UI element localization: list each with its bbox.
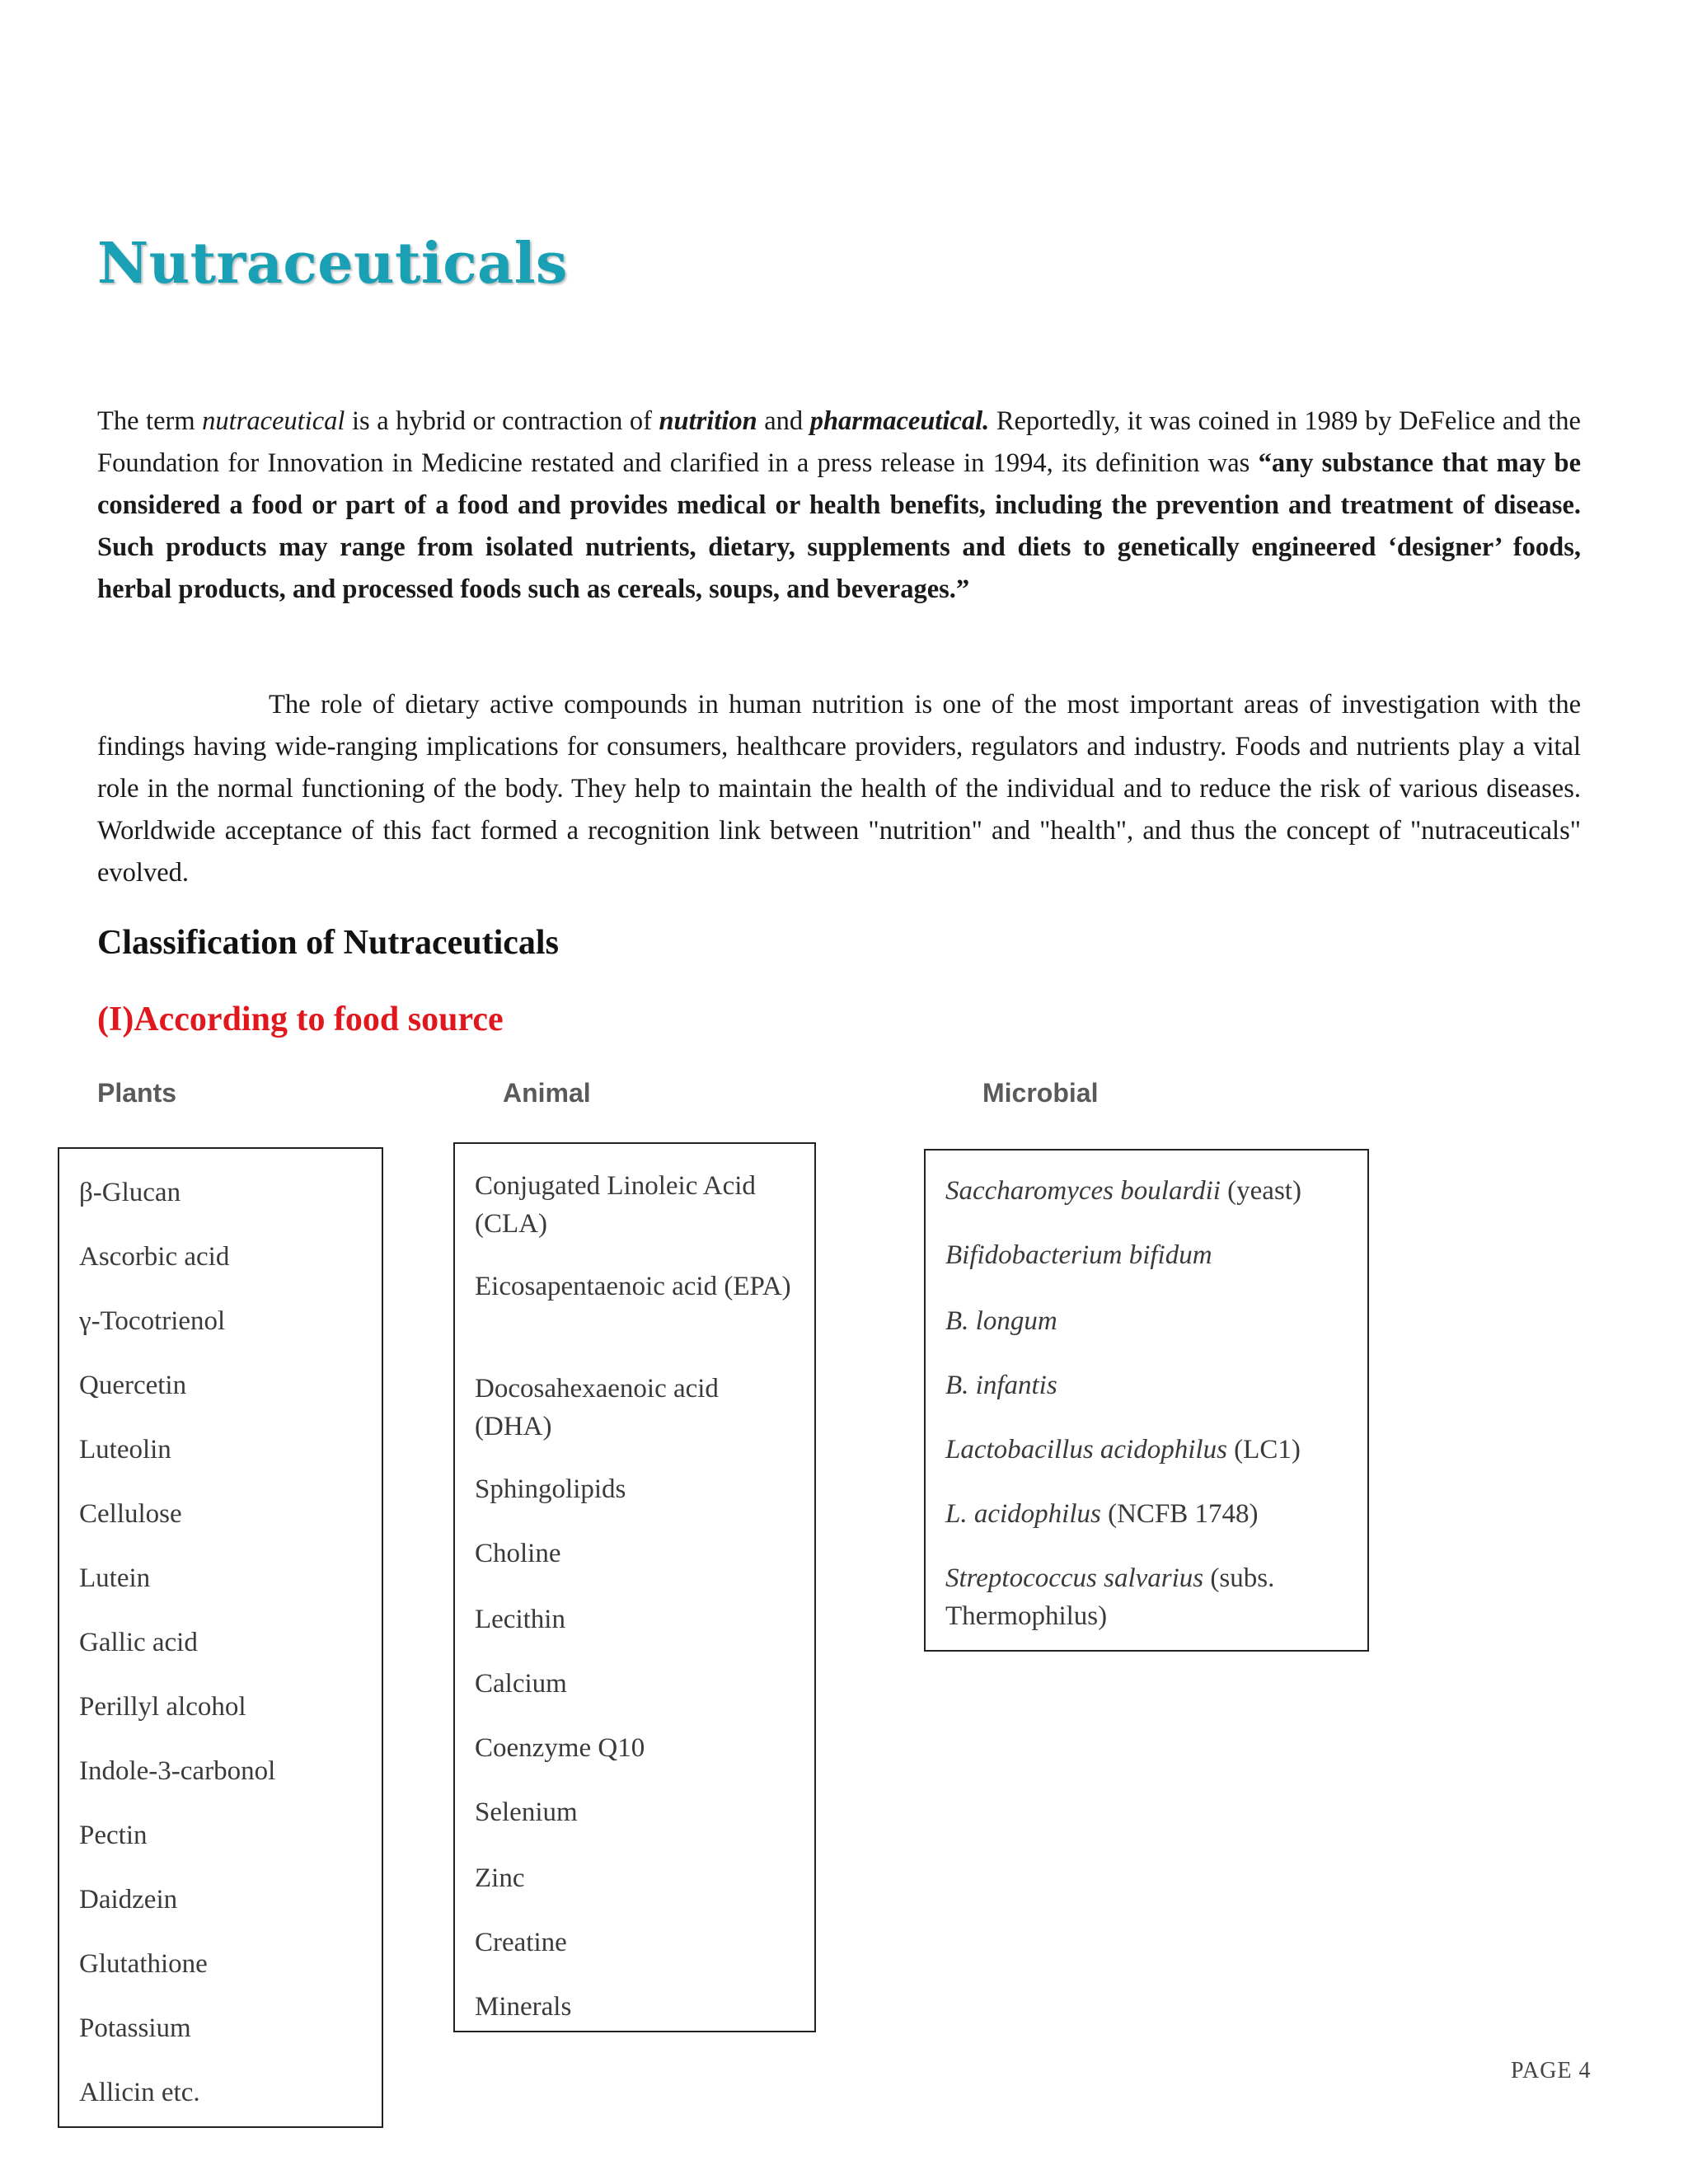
list-item: B. longum xyxy=(945,1306,1057,1336)
list-item: Cellulose xyxy=(79,1499,182,1529)
list-item: Saccharomyces boulardii (yeast) xyxy=(945,1176,1301,1206)
list-item: γ-Tocotrienol xyxy=(79,1306,226,1336)
intro-text-3: and xyxy=(757,406,810,436)
intro-text-4: Reportedly, it was coined in 1989 by DeFelice and the Foundation for Innovation in Medicine restated and clarified in a press release in 1994, its definition was xyxy=(97,406,1581,478)
list-item: Selenium xyxy=(475,1797,578,1827)
list-item: β-Glucan xyxy=(79,1178,181,1207)
list-item: Conjugated Linoleic Acid (CLA) xyxy=(475,1171,756,1239)
list-item: Gallic acid xyxy=(79,1628,198,1657)
list-item: Ascorbic acid xyxy=(79,1242,230,1272)
definition-quote: “any substance that may be considered a food or part of a food and provides medical or health benefits, including the prevention and treatment of disease. Such products may range from isolated nutrients, dietary, supplements and diets to genetically engineered ‘designer’ foods, herbal products, and processed foods such as cereals, soups, and beverages.” xyxy=(97,448,1582,604)
list-item: Lactobacillus acidophilus (LC1) xyxy=(945,1435,1301,1465)
list-item: Minerals xyxy=(475,1992,572,2022)
list-item: L. acidophilus (NCFB 1748) xyxy=(945,1499,1259,1529)
list-item: Zinc xyxy=(475,1863,525,1893)
list-item: B. infantis xyxy=(945,1371,1057,1400)
microbial-box xyxy=(924,1149,1369,1652)
list-item: Eicosapentaenoic acid (EPA) xyxy=(475,1272,791,1301)
list-item: Calcium xyxy=(475,1669,567,1699)
page-number: PAGE 4 xyxy=(1511,2058,1592,2083)
list-item: Pectin xyxy=(79,1821,148,1850)
intro-text-1: The term xyxy=(97,406,203,436)
term-nutraceutical: nutraceutical xyxy=(202,406,345,436)
list-item: Lutein xyxy=(79,1563,151,1593)
plants-heading: Plants xyxy=(97,1078,177,1108)
list-item: Allicin etc. xyxy=(79,2078,200,2107)
list-item: Perillyl alcohol xyxy=(79,1692,246,1722)
page-title: Nutraceuticals xyxy=(97,231,568,297)
list-item: Bifidobacterium bifidum xyxy=(945,1240,1212,1270)
list-item: Quercetin xyxy=(79,1371,187,1400)
animal-heading: Animal xyxy=(503,1078,591,1108)
microbial-heading: Microbial xyxy=(982,1078,1099,1108)
plants-box xyxy=(58,1147,383,2128)
term-pharmaceutical: pharmaceutical. xyxy=(809,406,990,436)
intro-text-2: is a hybrid or contraction of xyxy=(345,406,659,436)
intro-paragraph xyxy=(97,401,1581,611)
animal-box xyxy=(453,1142,816,2032)
food-source-heading: (I)According to food source xyxy=(97,1001,504,1038)
classification-heading: Classification of Nutraceuticals xyxy=(97,924,559,962)
list-item: Coenzyme Q10 xyxy=(475,1733,645,1763)
role-paragraph: The role of dietary active compounds in human nutrition is one of the most important areas of investigation with the findings having wide-ranging implications for consumers, healthcare providers, regulators and industry. Foods and nutrients play a vital role in the normal functioning of the body. They help to maintain the health of the individual and to reduce the risk of various diseases. Worldwide acceptance of this fact formed a recognition link between "nutrition" and "health", and thus the concept of "nutraceuticals" evolved. xyxy=(97,690,1581,888)
list-item: Indole-3-carbonol xyxy=(79,1756,276,1786)
list-item: Creatine xyxy=(475,1928,567,1957)
list-item: Streptococcus salvarius (subs. Thermophilus) xyxy=(945,1563,1275,1631)
list-item: Luteolin xyxy=(79,1435,171,1465)
list-item: Sphingolipids xyxy=(475,1474,626,1504)
list-item: Daidzein xyxy=(79,1885,178,1915)
list-item: Docosahexaenoic acid (DHA) xyxy=(475,1374,719,1441)
list-item: Potassium xyxy=(79,2013,191,2043)
list-item: Choline xyxy=(475,1539,561,1568)
term-nutrition: nutrition xyxy=(659,406,757,436)
list-item: Lecithin xyxy=(475,1605,565,1634)
list-item: Glutathione xyxy=(79,1949,208,1979)
